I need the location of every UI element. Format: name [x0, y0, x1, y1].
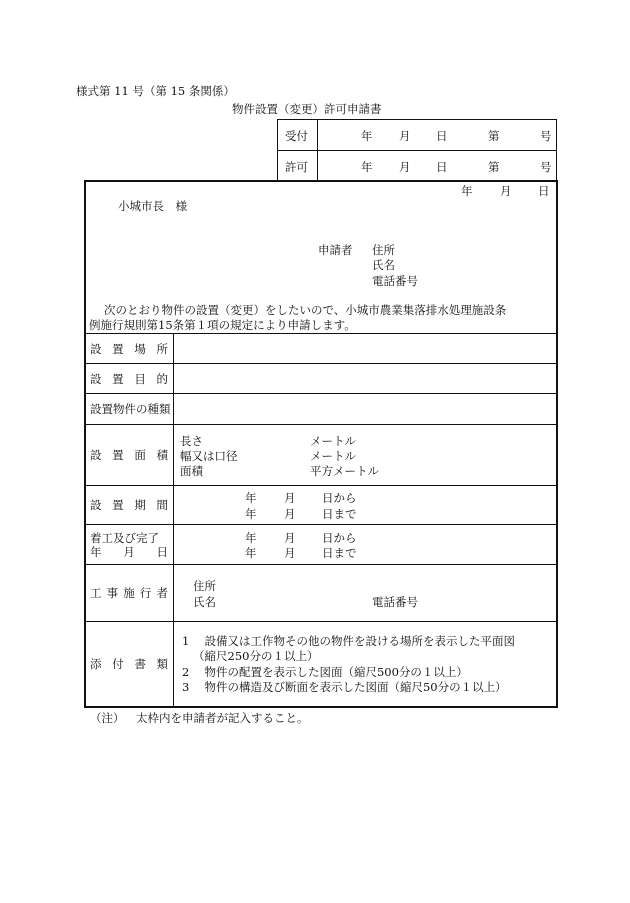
- permit-month: 月: [399, 160, 411, 174]
- label-char: 施: [123, 586, 135, 600]
- form-title: 物件設置（変更）許可申請書: [232, 102, 382, 116]
- permit-year: 年: [361, 160, 373, 174]
- construction-from-day: 日から: [322, 531, 357, 545]
- width-label: 幅又は口径: [180, 449, 238, 463]
- label-char: 事: [106, 586, 119, 600]
- label-char: 日: [156, 545, 168, 559]
- permit-day: 日: [436, 160, 448, 174]
- contractor-address-label: 住所: [193, 579, 216, 593]
- kind-label-text: 設置物件の種類: [90, 402, 171, 416]
- label-char: 者: [156, 586, 168, 600]
- form-number: 様式第 11 号（第 15 条関係）: [76, 84, 235, 98]
- label-char: 行: [139, 586, 152, 600]
- permit-label: 許可: [285, 160, 308, 174]
- construction-from-month: 月: [284, 531, 296, 545]
- label-char: 置: [112, 341, 124, 356]
- label-char: 設: [90, 498, 102, 512]
- label-char: 期: [134, 498, 146, 512]
- location-label: [90, 334, 168, 363]
- receipt-label: 受付: [285, 129, 308, 143]
- label-char: 場: [134, 341, 146, 356]
- kind-label: [90, 394, 174, 424]
- label-char: 設: [90, 371, 102, 386]
- statement-line-1: 次のとおり物件の設置（変更）をしたいので、小城市農業集落排水処理施設条: [104, 303, 507, 317]
- period-from-year: 年: [245, 491, 257, 505]
- length-label: 長さ: [180, 434, 203, 448]
- area-unit: 平方メートル: [310, 464, 379, 478]
- attachment-item-1-scale: （縮尺250分の１以上）: [193, 649, 319, 663]
- application-date-day: 日: [538, 184, 550, 198]
- construction-from-year: 年: [245, 531, 257, 545]
- construction-label-line1: 着工及び完了: [90, 531, 159, 545]
- area-label: [90, 425, 168, 485]
- construction-to-year: 年: [245, 546, 257, 560]
- period-from-day: 日から: [322, 491, 357, 505]
- period-to-year: 年: [245, 507, 257, 521]
- label-char: 積: [156, 448, 168, 462]
- application-date-year: 年: [461, 184, 473, 198]
- construction-label-line2: [90, 544, 168, 560]
- kind-field[interactable]: [174, 394, 556, 424]
- label-char: 目: [134, 371, 146, 386]
- statement-line-2: 例施行規則第15条第１項の規定により申請します。: [89, 318, 356, 332]
- applicant-phone-label: 電話番号: [372, 274, 418, 288]
- attachment-item-1: 1 設備又は工作物その他の物件を設ける場所を表示した平面図: [182, 634, 515, 648]
- footnote-text: 太枠内を申請者が記入すること。: [136, 711, 309, 725]
- label-char: 設: [90, 448, 102, 462]
- label-char: 付: [112, 657, 124, 671]
- label-char: 置: [112, 498, 124, 512]
- contractor-name-label: 氏名: [193, 595, 216, 609]
- label-char: 月: [123, 545, 135, 559]
- receipt-no-suffix: 号: [540, 129, 552, 143]
- label-char: 添: [90, 657, 102, 671]
- application-date-month: 月: [500, 184, 512, 198]
- purpose-field[interactable]: [174, 364, 556, 393]
- area-label-text: 面積: [180, 464, 203, 478]
- applicant-name-label: 氏名: [372, 258, 395, 272]
- receipt-year: 年: [361, 129, 373, 143]
- label-char: 置: [112, 371, 124, 386]
- attachments-label: [90, 622, 168, 706]
- permit-no-suffix: 号: [540, 160, 552, 174]
- receipt-month: 月: [399, 129, 411, 143]
- construction-to-day: 日まで: [322, 546, 357, 560]
- label-char: 類: [156, 657, 168, 671]
- addressee: 小城市長 様: [118, 199, 187, 213]
- applicant-label: 申請者: [318, 243, 353, 257]
- attachment-item-3: 3 物件の構造及び断面を表示した図面（縮尺50分の１以上）: [182, 680, 507, 694]
- purpose-label: [90, 364, 168, 393]
- construction-to-month: 月: [284, 546, 296, 560]
- contractor-label: [90, 565, 168, 621]
- label-char: 置: [112, 448, 124, 462]
- label-char: 面: [134, 448, 146, 462]
- label-char: 年: [90, 545, 102, 559]
- attachment-item-2: 2 物件の配置を表示した図面（縮尺500分の１以上）: [182, 665, 468, 679]
- label-char: 工: [90, 586, 102, 600]
- label-char: 所: [156, 341, 168, 356]
- applicant-address-label: 住所: [372, 243, 395, 257]
- receipt-no-prefix: 第: [488, 129, 500, 143]
- period-label: [90, 486, 168, 524]
- length-unit: メートル: [310, 434, 356, 448]
- label-char: 的: [156, 371, 168, 386]
- location-field[interactable]: [174, 334, 556, 363]
- contractor-phone-label: 電話番号: [372, 595, 418, 609]
- period-to-month: 月: [284, 507, 296, 521]
- period-from-month: 月: [284, 491, 296, 505]
- label-char: 間: [156, 498, 168, 512]
- label-char: 書: [134, 657, 146, 671]
- receipt-day: 日: [436, 129, 448, 143]
- footnote-label: （注）: [90, 711, 125, 725]
- permit-no-prefix: 第: [488, 160, 500, 174]
- label-char: 設: [90, 341, 102, 356]
- period-to-day: 日まで: [322, 507, 357, 521]
- width-unit: メートル: [310, 449, 356, 463]
